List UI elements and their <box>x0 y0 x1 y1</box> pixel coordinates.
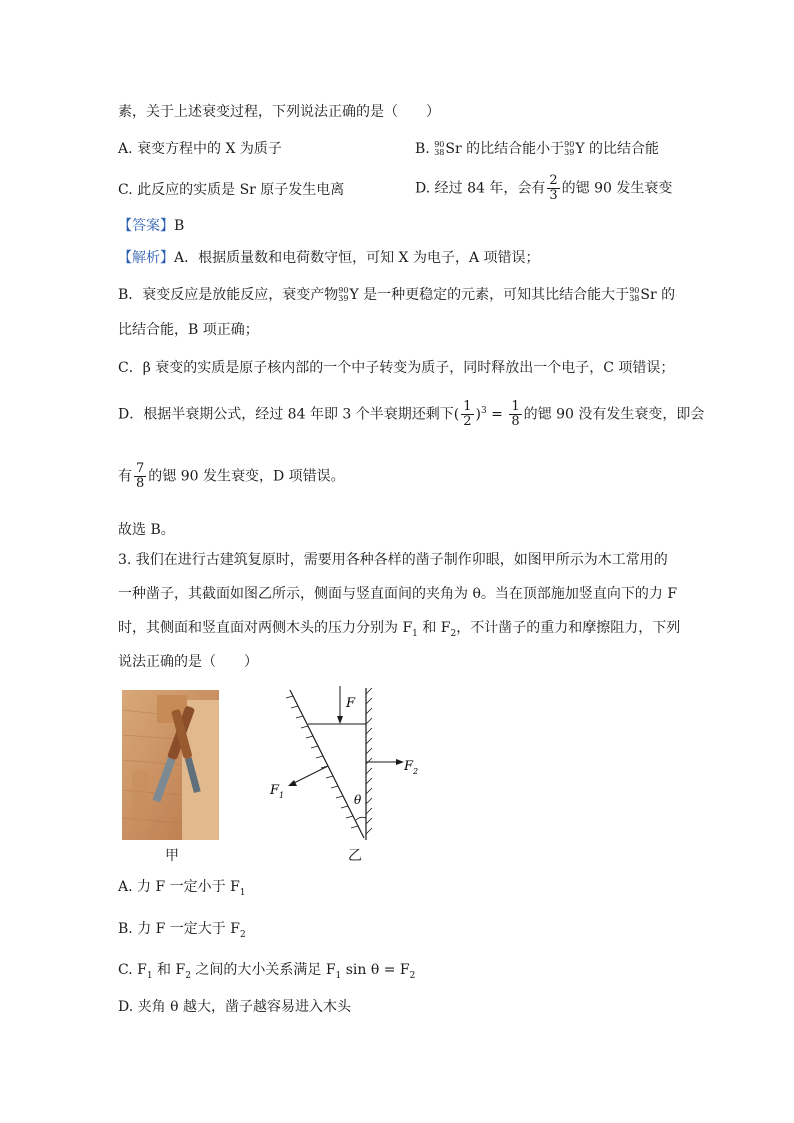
caption-yi: 乙 <box>348 848 362 864</box>
y-isotope: 90 39 <box>564 140 575 157</box>
analysis-b-line1: B．衰变反应是放能反应，衰变产物 90 39 Y 是一种更稳定的元素，可知其比结合能大于 90 38 Sr 的 <box>118 286 676 303</box>
q3-option-a: A. 力 F 一定小于 $F_1$ <box>118 879 246 898</box>
fraction-one-half: $\frac{1}{2}$ <box>463 399 472 429</box>
y-isotope-2: 90 39 <box>338 286 349 303</box>
q3-option-b: B. 力 F 一定大于 $F_2$ <box>118 921 246 940</box>
fraction-one-eighth: $\frac{1}{8}$ <box>511 399 520 429</box>
q2-option-c: C. 此反应的实质是 Sr 原子发生电离 <box>118 182 345 198</box>
label-f: F <box>346 696 356 711</box>
sr-isotope-2: 90 38 <box>629 286 640 303</box>
analysis-d-line2: 有 $\frac{7}{8}$ 的锶 90 发生衰变，D 项错误。 <box>118 461 345 491</box>
label-theta: θ <box>354 793 362 807</box>
q2-stem-tail: 素，关于上述衰变过程，下列说法正确的是（ ） <box>118 104 440 120</box>
q3-option-d: D. 夹角 θ 越大，凿子越容易进入木头 <box>118 999 351 1015</box>
analysis-d-line1: D．根据半衰期公式，经过 84 年即 3 个半衰期还剩下( $\frac{1}{2}$ )$^3$ = $\frac{1}{8}$ 的锶 90 没有发生衰变，即会 <box>118 399 705 429</box>
q3-line2: 一种凿子，其截面如图乙所示，侧面与竖直面间的夹角为 θ。当在顶部施加竖直向下的力 F <box>118 586 678 602</box>
analysis-a: 【解析】A．根据质量数和电荷数守恒，可知 X 为电子，A 项错误； <box>118 250 540 266</box>
q2-option-b: B. 90 38 Sr 的比结合能小于 90 39 Y 的比结合能 <box>415 140 660 157</box>
q2-option-a: A. 衰变方程中的 X 为质子 <box>118 141 282 157</box>
q3-option-c: C. $F_1$ 和 $F_2$ 之间的大小关系满足 $F_1$ $\sin \theta = F_2$ <box>118 962 416 981</box>
q3-line4: 说法正确的是（ ） <box>118 654 258 670</box>
analysis-b-line2: 比结合能，B 项正确； <box>118 322 259 338</box>
label-f2: $F_2$ <box>404 759 419 776</box>
chisel-cross-section-diagram <box>260 680 430 845</box>
fraction-seven-eighths: $\frac{7}{8}$ <box>136 461 145 491</box>
analysis-c: C．β 衰变的实质是原子核内部的一个中子转变为质子，同时释放出一个电子，C 项错误； <box>118 360 675 376</box>
caption-jia: 甲 <box>165 848 179 864</box>
q3-line1: 3. 我们在进行古建筑复原时，需要用各种各样的凿子制作卯眼，如图甲所示为木工常用的 <box>118 552 668 568</box>
label-f1: $F_1$ <box>270 783 285 800</box>
chisel-photo <box>122 690 219 840</box>
q3-line3: 时，其侧面和竖直面对两侧木头的压力分别为 $F_1$ 和 $F_2$，不计凿子的重力和摩擦阻力，下列 <box>118 620 681 639</box>
q2-option-d: D. 经过 84 年，会有 $\frac{2}{3}$ 的锶 90 发生衰变 <box>415 173 673 203</box>
fraction-two-thirds: $\frac{2}{3}$ <box>549 173 558 203</box>
sr-isotope: 90 38 <box>434 140 445 157</box>
answer-line: 【答案】B <box>118 218 185 234</box>
conclusion: 故选 B。 <box>118 522 175 538</box>
